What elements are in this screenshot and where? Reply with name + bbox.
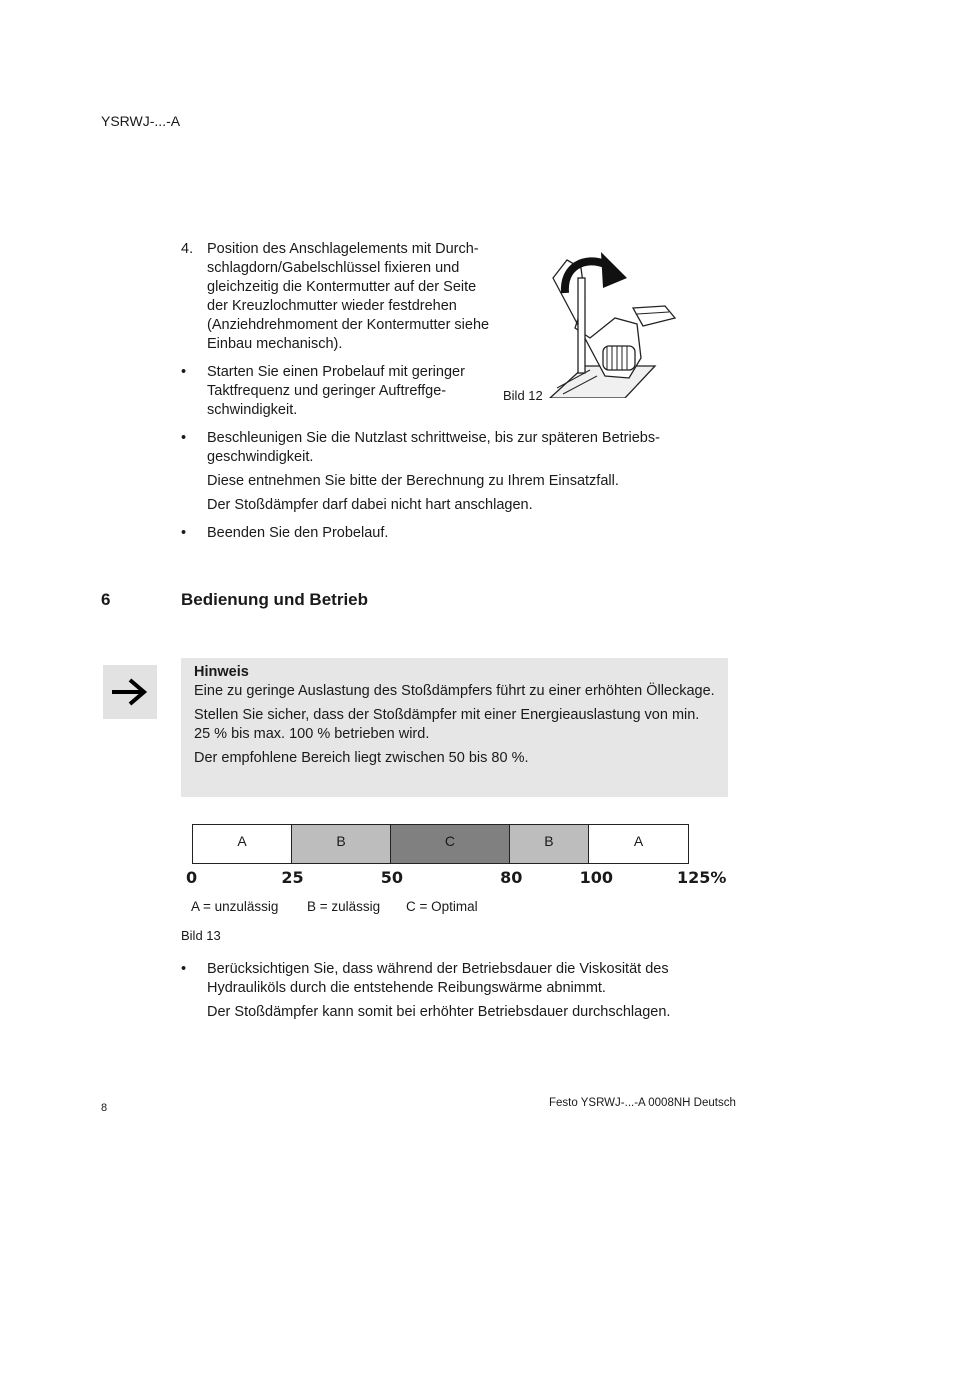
scale-segment-a: A (589, 825, 688, 863)
bullet-marker: • (181, 430, 187, 446)
scale-segment-b: B (510, 825, 589, 863)
bullet-start-test (181, 363, 481, 420)
scale-tick-label: 0 (186, 868, 198, 887)
scale-tick-label: 100 (579, 868, 613, 887)
bullet-end-test (181, 524, 701, 543)
legend-c: C = Optimal (406, 899, 478, 914)
figure-12-caption: Bild 12 (503, 388, 543, 403)
right-arrow-icon (110, 677, 150, 707)
bullet-text: Beenden Sie den Probelauf. (207, 525, 389, 541)
figure-12-illustration (545, 238, 685, 398)
footer-document-info: Festo YSRWJ-...-A 0008NH Deutsch (549, 1097, 736, 1109)
bullet-marker: • (181, 364, 187, 380)
bullet-marker: • (181, 525, 187, 541)
scale-tick-label: 50 (380, 868, 404, 887)
note-indicator (103, 665, 157, 719)
bullet-note: Diese entnehmen Sie bitte der Berechnung zu Ihrem Einsatzfall. (207, 473, 619, 489)
energy-utilization-scale (192, 824, 689, 864)
bullet-note: Der Stoßdämpfer darf dabei nicht hart anschlagen. (207, 497, 533, 513)
figure-13-caption: Bild 13 (181, 928, 221, 943)
scale-tick-label: 80 (500, 868, 523, 887)
note-title: Hinweis (194, 664, 249, 680)
document-id: YSRWJ-...-A (101, 113, 181, 129)
note-box (181, 658, 728, 797)
scale-segment-b: B (292, 825, 391, 863)
step-text: Position des Anschlagelements mit Durch-schlagdorn/Gabelschlüssel fixieren und gleichzeitig die Kontermutter auf der Seite der Kreuzlochmutter wieder festdrehen (Anziehdrehmoment der Kontermutter siehe Einbau mechanisch). (207, 241, 490, 352)
step-marker: 4. (181, 241, 194, 257)
scale-segment-a: A (193, 825, 292, 863)
legend-a: A = unzulässig (191, 899, 279, 914)
step-4 (181, 240, 491, 354)
legend-b: B = zulässig (307, 899, 381, 914)
note-paragraph: Eine zu geringe Auslastung des Stoßdämpfers führt zu einer erhöhten Ölleckage. (194, 683, 715, 699)
section-number: 6 (101, 590, 111, 609)
scale-segment-c: C (391, 825, 510, 863)
bullet-note: Der Stoßdämpfer kann somit bei erhöhter Betriebsdauer durchschlagen. (207, 1004, 671, 1020)
bullet-text: Starten Sie einen Probelauf mit geringer Taktfrequenz und geringer Auftreffge-schwindigkeit. (207, 364, 465, 418)
bullet-text: Beschleunigen Sie die Nutzlast schrittweise, bis zur späteren Betriebs-geschwindigkeit. (207, 430, 660, 465)
bullet-viscosity (181, 960, 721, 1022)
bullet-text: Berücksichtigen Sie, dass während der Betriebsdauer die Viskosität des Hydrauliköls durch die entstehende Reibungswärme abnimmt. (207, 961, 669, 996)
bullet-marker: • (181, 961, 187, 977)
scale-tick-label: 25 (281, 868, 304, 887)
note-paragraph: Stellen Sie sicher, dass der Stoßdämpfer mit einer Energieauslastung von min. 25 % bis max. 100 % betrieben wird. (194, 707, 700, 742)
note-paragraph: Der empfohlene Bereich liegt zwischen 50 bis 80 %. (194, 750, 529, 766)
page-number: 8 (101, 1102, 108, 1114)
section-title: Bedienung und Betrieb (181, 590, 368, 609)
bullet-accelerate (181, 429, 701, 515)
scale-tick-label: 125% (677, 868, 727, 887)
